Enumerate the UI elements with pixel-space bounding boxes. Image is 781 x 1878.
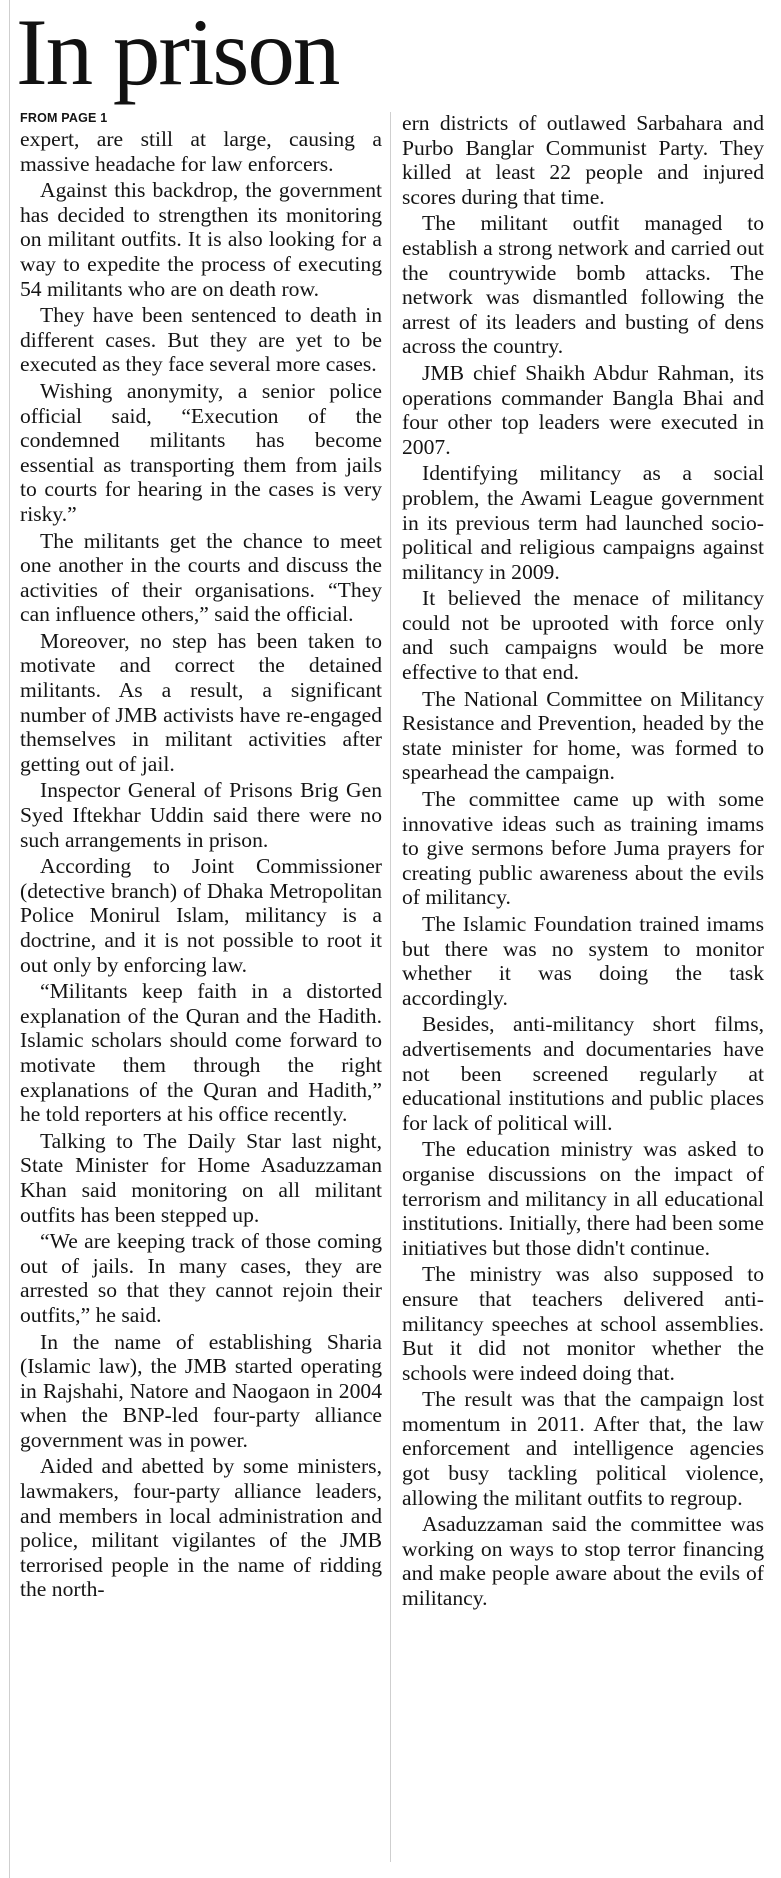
article-paragraph: The Islamic Foundation trained imams but there was no system to monitor whether it was doing the task accordingly. xyxy=(402,912,764,1010)
article-paragraph: “Militants keep faith in a distorted explanation of the Quran and the Hadith. Islamic scholars should come forward to motivate them through the right explanations of the Quran and Hadith,” he told reporters at his office recently. xyxy=(20,979,382,1127)
article-paragraph: Inspector General of Prisons Brig Gen Syed Iftekhar Uddin said there were no such arrangements in prison. xyxy=(20,778,382,852)
article-paragraph: ern districts of outlawed Sarbahara and Purbo Banglar Communist Party. They killed at least 22 people and injured scores during that time. xyxy=(402,111,764,209)
column-divider-rule xyxy=(390,112,391,1862)
left-column-rule xyxy=(9,0,10,1878)
kicker-from-page: FROM PAGE 1 xyxy=(20,111,108,125)
article-paragraph: The ministry was also supposed to ensure that teachers delivered anti-militancy speeches at school assemblies. But it did not monitor whether the schools were indeed doing that. xyxy=(402,1262,764,1385)
article-paragraph: Against this backdrop, the government has decided to strengthen its monitoring on militant outfits. It is also looking for a way to expedite the process of executing 54 militants who are on death row. xyxy=(20,178,382,301)
article-paragraph: The result was that the campaign lost momentum in 2011. After that, the law enforcement and intelligence agencies got busy tackling political violence, allowing the militant outfits to regroup. xyxy=(402,1387,764,1510)
article-paragraph: According to Joint Commissioner (detective branch) of Dhaka Metropolitan Police Monirul Islam, militancy is a doctrine, and it is not possible to root it out only by enforcing law. xyxy=(20,854,382,977)
article-paragraph: Wishing anonymity, a senior police official said, “Execution of the condemned militants has become essential as transporting them from jails to courts for hearing in the cases is very risky.” xyxy=(20,378,382,526)
article-paragraph: It believed the menace of militancy could not be uprooted with force only and such campaigns would be more effective to that end. xyxy=(402,586,764,685)
article-paragraph: The education ministry was asked to organise discussions on the impact of terrorism and militancy in all educational institutions. Initially, there had been some initiatives but those didn't continue. xyxy=(402,1137,764,1260)
article-paragraph: The committee came up with some innovative ideas such as training imams to give sermons before Juma prayers for creating public awareness about the evils of militancy. xyxy=(402,787,764,910)
article-paragraph: Asaduzzaman said the committee was working on ways to stop terror financing and make people aware about the evils of militancy. xyxy=(402,1512,764,1611)
article-paragraph: In the name of establishing Sharia (Islamic law), the JMB started operating in Rajshahi, Natore and Naogaon in 2004 when the BNP-led four-party alliance government was in power. xyxy=(20,1329,382,1452)
article-paragraph: The National Committee on Militancy Resistance and Prevention, headed by the state minister for home, was formed to spearhead the campaign. xyxy=(402,686,764,785)
headline: In prison xyxy=(16,0,339,105)
article-paragraph: Moreover, no step has been taken to motivate and correct the detained militants. As a result, a significant number of JMB activists have re-engaged themselves in militant activities after getting out of jail. xyxy=(20,628,382,776)
article-paragraph: Identifying militancy as a social problem, the Awami League government in its previous term had launched socio-political and religious campaigns against militancy in 2009. xyxy=(402,461,764,584)
article-paragraph: “We are keeping track of those coming out of jails. In many cases, they are arrested so that they cannot rejoin their outfits,” he said. xyxy=(20,1229,382,1327)
article-paragraph: JMB chief Shaikh Abdur Rahman, its operations commander Bangla Bhai and four other top leaders were executed in 2007. xyxy=(402,360,764,459)
article-paragraph: Talking to The Daily Star last night, State Minister for Home Asaduzzaman Khan said monitoring on all militant outfits has been stepped up. xyxy=(20,1128,382,1227)
article-paragraph: Besides, anti-militancy short films, advertisements and documentaries have not been screened regularly at educational institutions and public places for lack of political will. xyxy=(402,1012,764,1135)
article-paragraph: They have been sentenced to death in different cases. But they are yet to be executed as they face several more cases. xyxy=(20,303,382,377)
article-column-right xyxy=(402,111,764,1613)
article-paragraph: The militants get the chance to meet one another in the courts and discuss the activities of their organisations. “They can influence others,” said the official. xyxy=(20,528,382,627)
article-paragraph: expert, are still at large, causing a massive headache for law enforcers. xyxy=(20,127,382,176)
article-paragraph: The militant outfit managed to establish a strong network and carried out the countrywide bomb attacks. The network was dismantled following the arrest of its leaders and busting of dens across the country. xyxy=(402,211,764,359)
article-column-left xyxy=(20,111,382,1604)
article-paragraph: Aided and abetted by some ministers, lawmakers, four-party alliance leaders, and members in local administration and police, militant vigilantes of the JMB terrorised people in the name of ridding the north- xyxy=(20,1454,382,1602)
